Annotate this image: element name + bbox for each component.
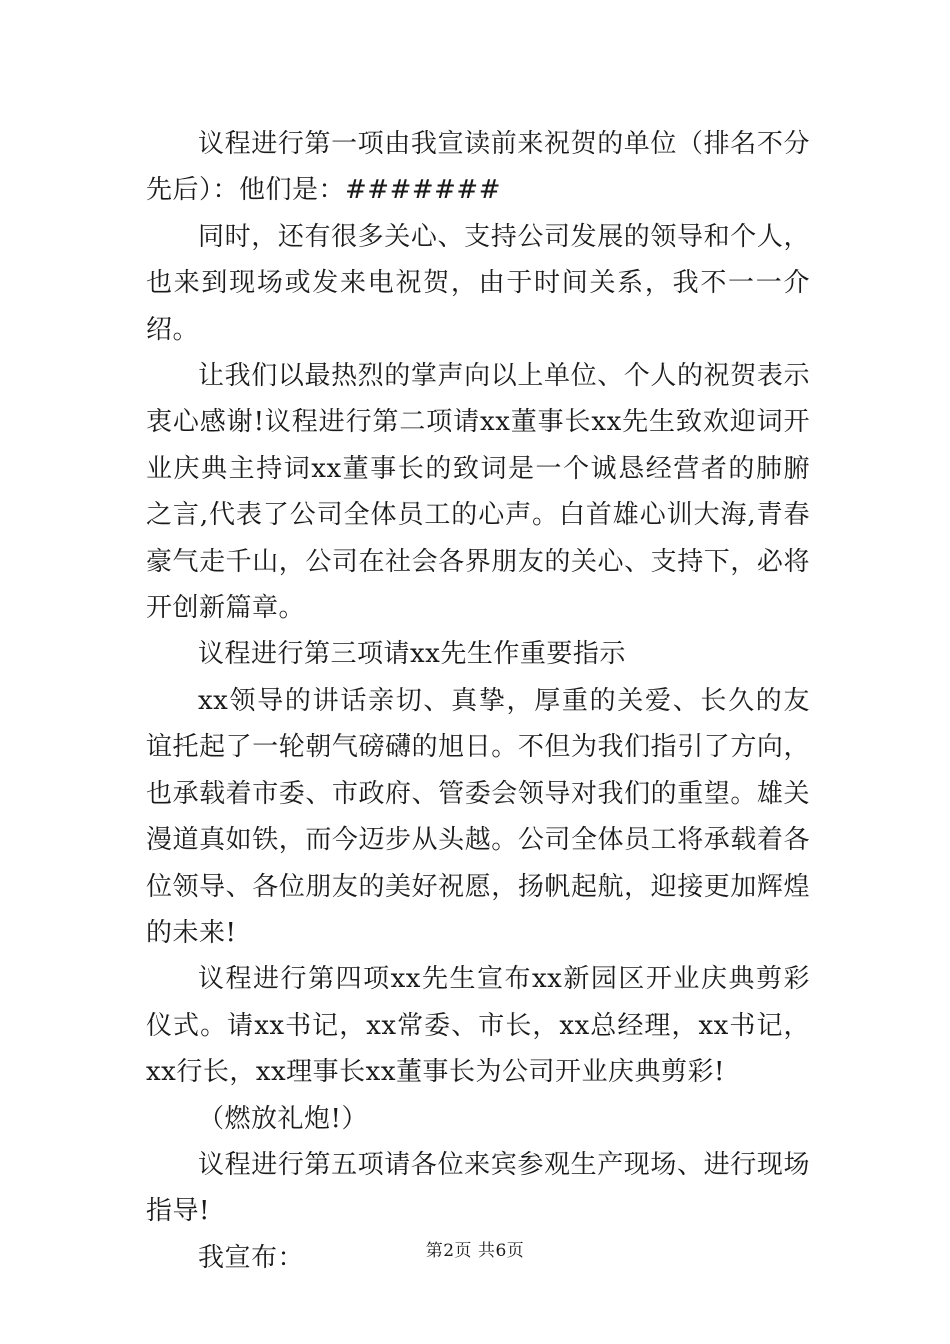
document-body [146,121,810,1281]
paragraph-agenda-item-5: 议程进行第五项请各位来宾参观生产现场、进行现场指导! [146,1149,810,1227]
paragraph-thanks-others: 同时，还有很多关心、支持公司发展的领导和个人，也来到现场或发来电祝贺，由于时间关系，我不一一介绍。 [146,221,810,345]
page-number-footer: 第2页 共6页 [425,1241,525,1261]
paragraph-leader-speech: xx领导的讲话亲切、真挚，厚重的关爱、长久的友谊托起了一轮朝气磅礴的旭日。不但为我们指引了方向，也承载着市委、市政府、管委会领导对我们的重望。雄关漫道真如铁，而今迈步从头越。公司全体员工将承载着各位领导、各位朋友的美好祝愿，扬帆起航，迎接更加辉煌的未来! [146,685,810,948]
paragraph-agenda-item-3: 议程进行第三项请xx先生作重要指示 [198,639,626,670]
paragraph-agenda-item-2: 让我们以最热烈的掌声向以上单位、个人的祝贺表示衷心感谢!议程进行第二项请xx董事长xx先生致欢迎词开业庆典主持词xx董事长的致词是一个诚恳经营者的肺腑之言,代表了公司全体员工的心声。白首雄心训大海,青春豪气走千山，公司在社会各界朋友的关心、支持下，必将开创新篇章。 [146,361,810,624]
paragraph-announcement: 我宣布： [198,1242,305,1273]
paragraph-fireworks: （燃放礼炮!） [198,1103,368,1134]
paragraph-agenda-item-4: 议程进行第四项xx先生宣布xx新园区开业庆典剪彩仪式。请xx书记，xx常委、市长，xx总经理，xx书记，xx行长，xx理事长xx董事长为公司开业庆典剪彩! [146,964,810,1088]
paragraph-agenda-item-1: 议程进行第一项由我宣读前来祝贺的单位（排名不分先后）：他们是：####### [146,129,810,206]
